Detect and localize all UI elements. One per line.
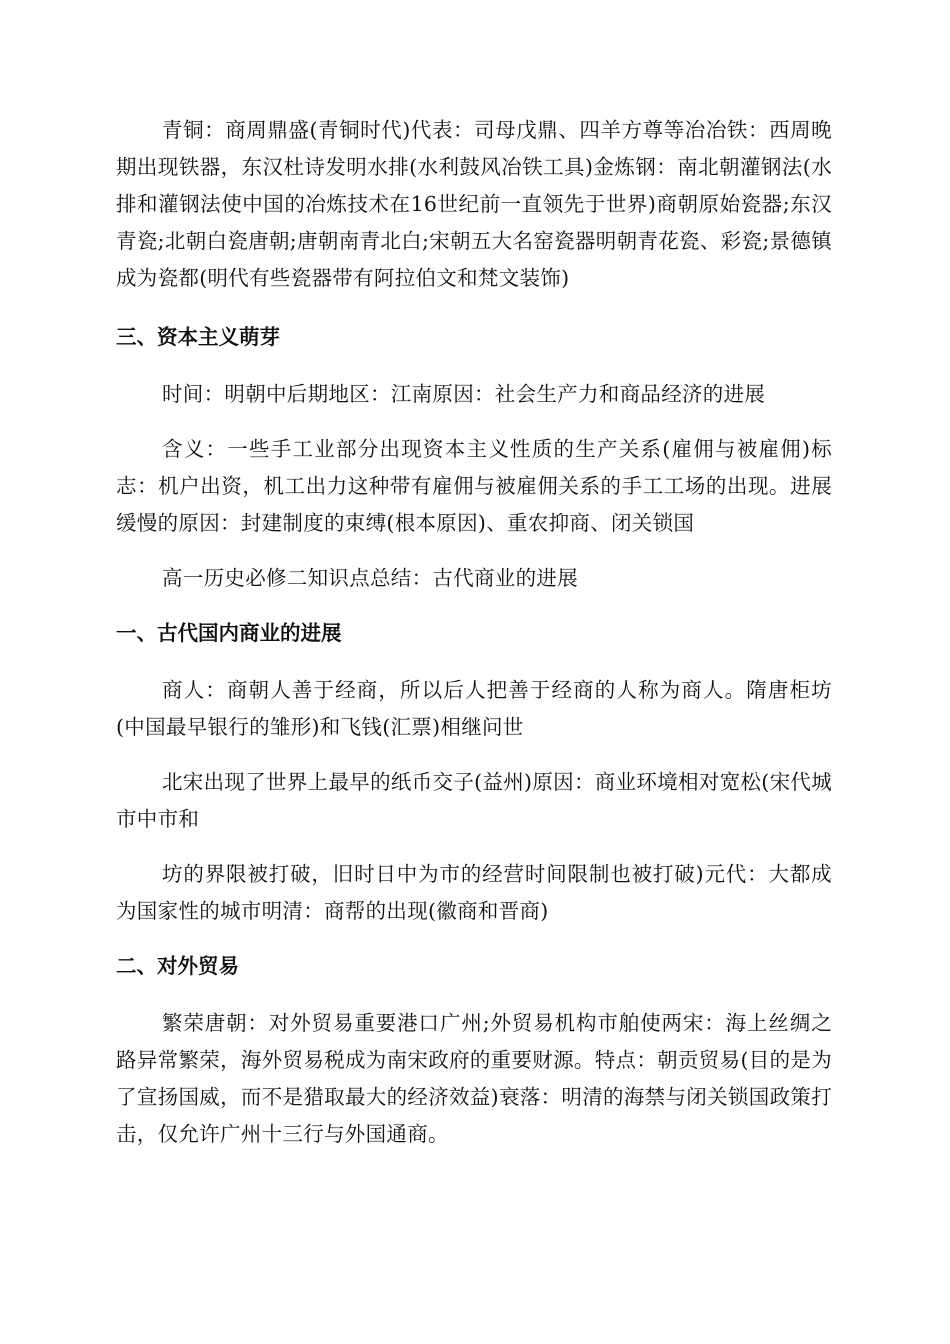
paragraph-paper-money: 北宋出现了世界上最早的纸币交子(益州)原因：商业环境相对宽松(宋代城市中市和 <box>116 770 832 831</box>
section-heading-domestic-commerce: 一、古代国内商业的进展 <box>116 621 342 645</box>
paragraph-meaning-sign-reason: 含义：一些手工业部分出现资本主义性质的生产关系(雇佣与被雇佣)标志：机户出资，机工出力这种带有雇佣与被雇佣关系的手工工场的出现。进展缓慢的原因：封建制度的束缚(根本原因)、重农抑商、闭关锁国 <box>116 437 832 535</box>
paragraph-summary-title: 高一历史必修二知识点总结：古代商业的进展 <box>162 566 578 590</box>
paragraph-market-boundaries: 坊的界限被打破，旧时日中为市的经营时间限制也被打破)元代：大都成为国家性的城市明清：商帮的出现(徽商和晋商) <box>116 862 832 923</box>
section-heading-foreign-trade: 二、对外贸易 <box>116 954 239 978</box>
paragraph-merchants: 商人：商朝人善于经商，所以后人把善于经商的人称为商人。隋唐柜坊(中国最早银行的雏形)和飞钱(汇票)相继问世 <box>116 678 832 739</box>
document-body <box>116 112 832 1171</box>
paragraph-foreign-trade: 繁荣唐朝：对外贸易重要港口广州;外贸易机构市舶使两宋：海上丝绸之路异常繁荣，海外贸易税成为南宋政府的重要财源。特点：朝贡贸易(目的是为了宣扬国威，而不是猎取最大的经济效益)衰落：明清的海禁与闭关锁国政策打击，仅允许广州十三行与外国通商。 <box>116 1011 832 1146</box>
paragraph-time-region-cause: 时间：明朝中后期地区：江南原因：社会生产力和商品经济的进展 <box>162 382 766 406</box>
paragraph-bronze-iron-porcelain: 青铜：商周鼎盛(青铜时代)代表：司母戊鼎、四羊方尊等冶冶铁：西周晚期出现铁器，东汉杜诗发明水排(水利鼓风冶铁工具)金炼钢：南北朝灌钢法(水排和灌钢法使中国的冶炼技术在16世纪前一直领先于世界)商朝原始瓷器;东汉青瓷;北朝白瓷唐朝;唐朝南青北白;宋朝五大名窑瓷器明朝青花瓷、彩瓷;景德镇成为瓷都(明代有些瓷器带有阿拉伯文和梵文装饰) <box>116 118 832 290</box>
section-heading-capitalism-sprouts: 三、资本主义萌芽 <box>116 325 280 349</box>
